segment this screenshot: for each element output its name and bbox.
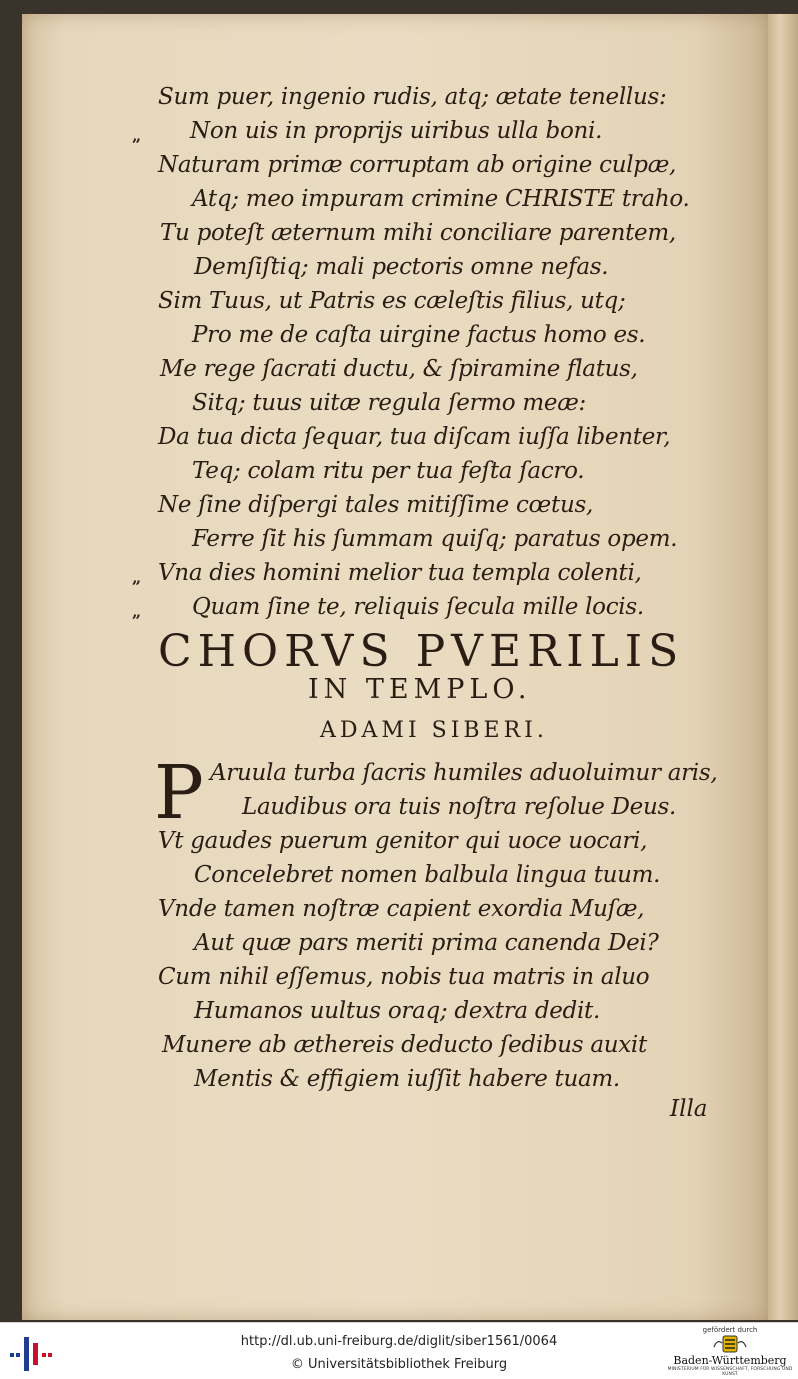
sponsor-label: gefördert durch [702,1326,758,1334]
verse-block [22,14,768,1320]
verse-line: Sum puer, ingenio rudis, atq; ætate tenellus: [158,84,667,110]
verse-line: Teq; colam ritu per tua feſta ſacro. [192,458,585,484]
verse-line: Tu poteſt æternum mihi conciliare parentem, [160,220,676,246]
verse-line: Mentis & effigiem iuſſit habere tuam. [194,1066,620,1092]
verse-line: Aruula turba ſacris humiles aduoluimur aris, [210,760,718,786]
verse-line: Concelebret nomen balbula lingua tuum. [194,862,661,888]
sponsor-ministry: MINISTERIUM FÜR WISSENSCHAFT, FORSCHUNG UND KUNST [667,1367,793,1377]
page-edge [768,14,798,1320]
verse-line: Sim Tuus, ut Patris es cæleſtis filius, utq; [158,288,626,314]
verse-line: Laudibus ora tuis noſtra reſolue Deus. [242,794,676,820]
catchword: Illa [670,1096,708,1122]
sponsor-block[interactable] [666,1325,794,1377]
coat-of-arms-icon [712,1335,748,1353]
verse-line: Aut quæ pars meriti prima canenda Dei? [194,930,659,956]
verse-line: Naturam primæ corruptam ab origine culpæ, [158,152,677,178]
verse-line: Me rege ſacrati ductu, & ſpiramine flatus, [160,356,638,382]
verse-line: Ne ſine diſpergi tales mitiſſime cœtus, [158,492,593,518]
verse-line: Pro me de caſta uirgine factus homo es. [192,322,646,348]
verse-line: Sitq; tuus uitæ regula ſermo meæ: [192,390,586,416]
copyright-notice: © Universitätsbibliothek Freiburg [290,1357,508,1372]
book-page [22,14,768,1320]
quote-mark: „ [132,568,142,587]
verse-line: Vna dies homini melior tua templa colenti, [158,560,642,586]
verse-line: Demſiſtiq; mali pectoris omne nefas. [194,254,609,280]
verse-line: Humanos uultus oraq; dextra dedit. [194,998,600,1024]
quote-mark: „ [132,602,142,621]
verse-line: Vt gaudes puerum genitor qui uoce uocari, [158,828,648,854]
permalink-url[interactable]: http://dl.ub.uni-freiburg.de/diglit/siber1561/0064 [240,1334,558,1349]
verse-line: Vnde tamen noſtræ capient exordia Muſæ, [158,896,645,922]
quote-mark: „ [132,126,142,145]
section-author: ADAMI SIBERI. [320,718,548,743]
viewer-footer [0,1322,798,1379]
verse-line: Non uis in proprijs uiribus ulla boni. [190,118,603,144]
section-subtitle: IN TEMPLO. [308,674,532,705]
verse-line: Atq; meo impuram crimine CHRISTE traho. [192,186,690,212]
drop-cap: P [154,750,204,836]
verse-line: Da tua dicta ſequar, tua diſcam iuſſa libenter, [158,424,671,450]
sponsor-name: Baden-Württemberg [673,1354,787,1367]
section-title: CHORVS PVERILIS [158,626,685,677]
verse-line: Cum nihil eſſemus, nobis tua matris in aluo [158,964,650,990]
verse-line: Quam ſine te, reliquis ſecula mille locis. [192,594,644,620]
verse-line: Munere ab æthereis deducto ſedibus auxit [162,1032,647,1058]
verse-line: Ferre ſit his ſummam quiſq; paratus opem. [192,526,678,552]
